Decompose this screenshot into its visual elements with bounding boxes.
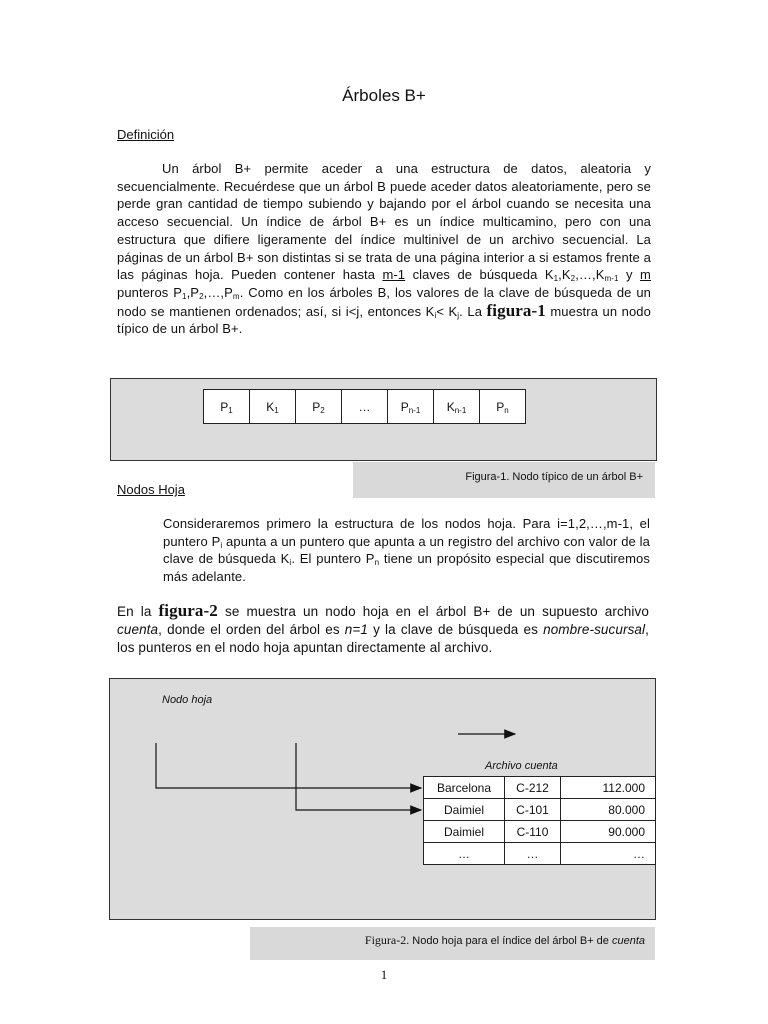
figure-1-caption: Figura-1. Nodo típico de un árbol B+ <box>465 471 643 483</box>
node-cell <box>204 390 250 424</box>
node-cell-sub: 1 <box>228 405 233 415</box>
node-cell <box>296 390 342 424</box>
nh-text: Consideraremos primero la estructura de los nodos hoja. Para i=1,2,…,m-1, el puntero P <box>163 516 650 549</box>
nh-text: se muestra un nodo hoja en el árbol B+ de un supuesto archivo <box>224 604 649 619</box>
table-cell: … <box>561 843 656 865</box>
sub: j <box>457 310 460 320</box>
page-number: 1 <box>380 967 388 982</box>
nh-text: En la <box>117 604 152 619</box>
node-cell <box>342 390 388 424</box>
figura-1-ref: figura-1 <box>486 300 546 320</box>
sub: m <box>232 291 240 301</box>
figure-1-node-table <box>203 389 526 424</box>
table-row <box>424 777 656 799</box>
section-heading-nodos-hoja: Nodos Hoja <box>117 482 185 497</box>
def-m1: m-1 <box>382 267 406 283</box>
def-claves: claves de búsqueda K <box>412 267 554 283</box>
table-cell: … <box>424 843 505 865</box>
node-row <box>204 390 526 424</box>
node-cell-sub: n-1 <box>454 405 467 415</box>
table-cell: C-101 <box>505 799 561 821</box>
nh-text: , donde el orden del árbol es <box>158 622 340 637</box>
pointer-arrow-barcelona <box>156 743 421 788</box>
node-cell-base: P <box>312 399 321 414</box>
node-cell <box>250 390 296 424</box>
node-cell-sub: 2 <box>320 405 325 415</box>
table-row <box>424 799 656 821</box>
nh-italic: nombre-sucursal <box>543 622 646 637</box>
sub: 2 <box>199 291 204 301</box>
table-row <box>424 843 656 865</box>
figura-2-ref: figura-2 <box>158 601 218 620</box>
sub: i <box>220 540 223 550</box>
nh-text: tiene un propósito especial que discutiremos más adelante. <box>163 551 650 585</box>
node-cell-sub: n-1 <box>408 405 421 415</box>
node-cell <box>434 390 480 424</box>
table-cell: Daimiel <box>424 821 505 843</box>
def-text: ,K <box>558 267 571 283</box>
node-cell-base: P <box>220 399 229 414</box>
pointer-arrow-daimiel <box>296 743 421 810</box>
table-cell: 90.000 <box>561 821 656 843</box>
definition-paragraph <box>117 160 651 338</box>
def-m: m <box>640 267 651 283</box>
archivo-cuenta-label: Archivo cuenta <box>485 760 558 772</box>
caption-main: Nodo hoja para el índice del árbol B+ de <box>412 935 609 947</box>
sub: 1 <box>182 291 187 301</box>
node-cell <box>388 390 434 424</box>
nodo-hoja-label: Nodo hoja <box>162 694 213 706</box>
table-cell: … <box>505 843 561 865</box>
node-cell-base: … <box>358 399 371 414</box>
nh-text: , los punteros en el nodo hoja apuntan directamente al archivo. <box>117 622 649 655</box>
node-cell-base: K <box>266 399 275 414</box>
def-text: ,…,K <box>575 267 605 283</box>
def-text-end: muestra un nodo típico de un árbol B+. <box>117 303 651 337</box>
table-cell: 112.000 <box>561 777 656 799</box>
nh-text: . El puntero P <box>291 551 375 567</box>
nodos-hoja-paragraph-1 <box>163 515 650 586</box>
def-text-start: Un árbol B+ permite aceder a una estructura de datos, aleatoria y secuencialmente. Recuérdese que un árbol B puede aceder datos aleatoriamente, pero se perde gran cantidad de tiempo subiendo y bajando por el árbol cuando se necesita una acceso secuencial. Un índice de árbol B+ es un índice multicamino, pero con una estructura que difiere ligeramente del índice multinivel de un archivo secuencial. La páginas de un árbol B+ son distintas si se trata de una página interior a si estamos frente a las páginas hoja. Pueden contener hasta <box>117 161 651 283</box>
sub: 1 <box>553 274 559 284</box>
def-text: punteros P <box>117 284 183 300</box>
node-cell-base: P <box>496 399 505 414</box>
def-text: ,…,P <box>203 284 233 300</box>
node-cell <box>480 390 526 424</box>
node-cell-base: P <box>400 399 409 414</box>
nodos-hoja-paragraph-2 <box>117 602 649 657</box>
archivo-cuenta-table <box>423 776 656 865</box>
table-cell: Daimiel <box>424 799 505 821</box>
table-cell: Barcelona <box>424 777 505 799</box>
table-cell: C-110 <box>505 821 561 843</box>
nh-text: apunta a un puntero que apunta a un registro del archivo con valor de la clave de búsqueda K <box>163 533 650 567</box>
sub: i <box>434 310 437 320</box>
figure-2-caption-box <box>250 927 655 960</box>
archivo-cuenta-body <box>424 777 656 865</box>
nh-text: y la clave de búsqueda es <box>373 622 538 637</box>
table-cell: 80.000 <box>561 799 656 821</box>
table-cell: C-212 <box>505 777 561 799</box>
sub: n <box>374 558 380 568</box>
page-title: Árboles B+ <box>342 86 426 105</box>
figure-2-caption <box>250 927 655 948</box>
section-heading-definicion: Definición <box>117 127 175 142</box>
sub: 2 <box>570 274 576 284</box>
sub: m-1 <box>604 274 619 284</box>
def-text: y <box>626 267 633 283</box>
nh-italic: n=1 <box>344 622 368 637</box>
nh-italic: cuenta <box>117 622 159 637</box>
node-cell-base: K <box>446 399 455 414</box>
def-text: . La <box>459 303 483 319</box>
caption-prefix: Figura-2. <box>364 933 410 947</box>
node-cell-sub: n <box>504 405 509 415</box>
def-text: . Como en los árboles B, los valores de la clave de búsqueda de un nodo se mantienen ordenados; así, si i<j, entonces K <box>117 284 651 319</box>
node-cell-sub: 1 <box>274 405 279 415</box>
def-text: ,P <box>186 284 200 300</box>
sub: i <box>289 558 292 568</box>
table-row <box>424 821 656 843</box>
figure-1-caption-box <box>353 462 655 498</box>
def-text: < K <box>436 303 458 319</box>
caption-italic: cuenta <box>611 935 645 947</box>
